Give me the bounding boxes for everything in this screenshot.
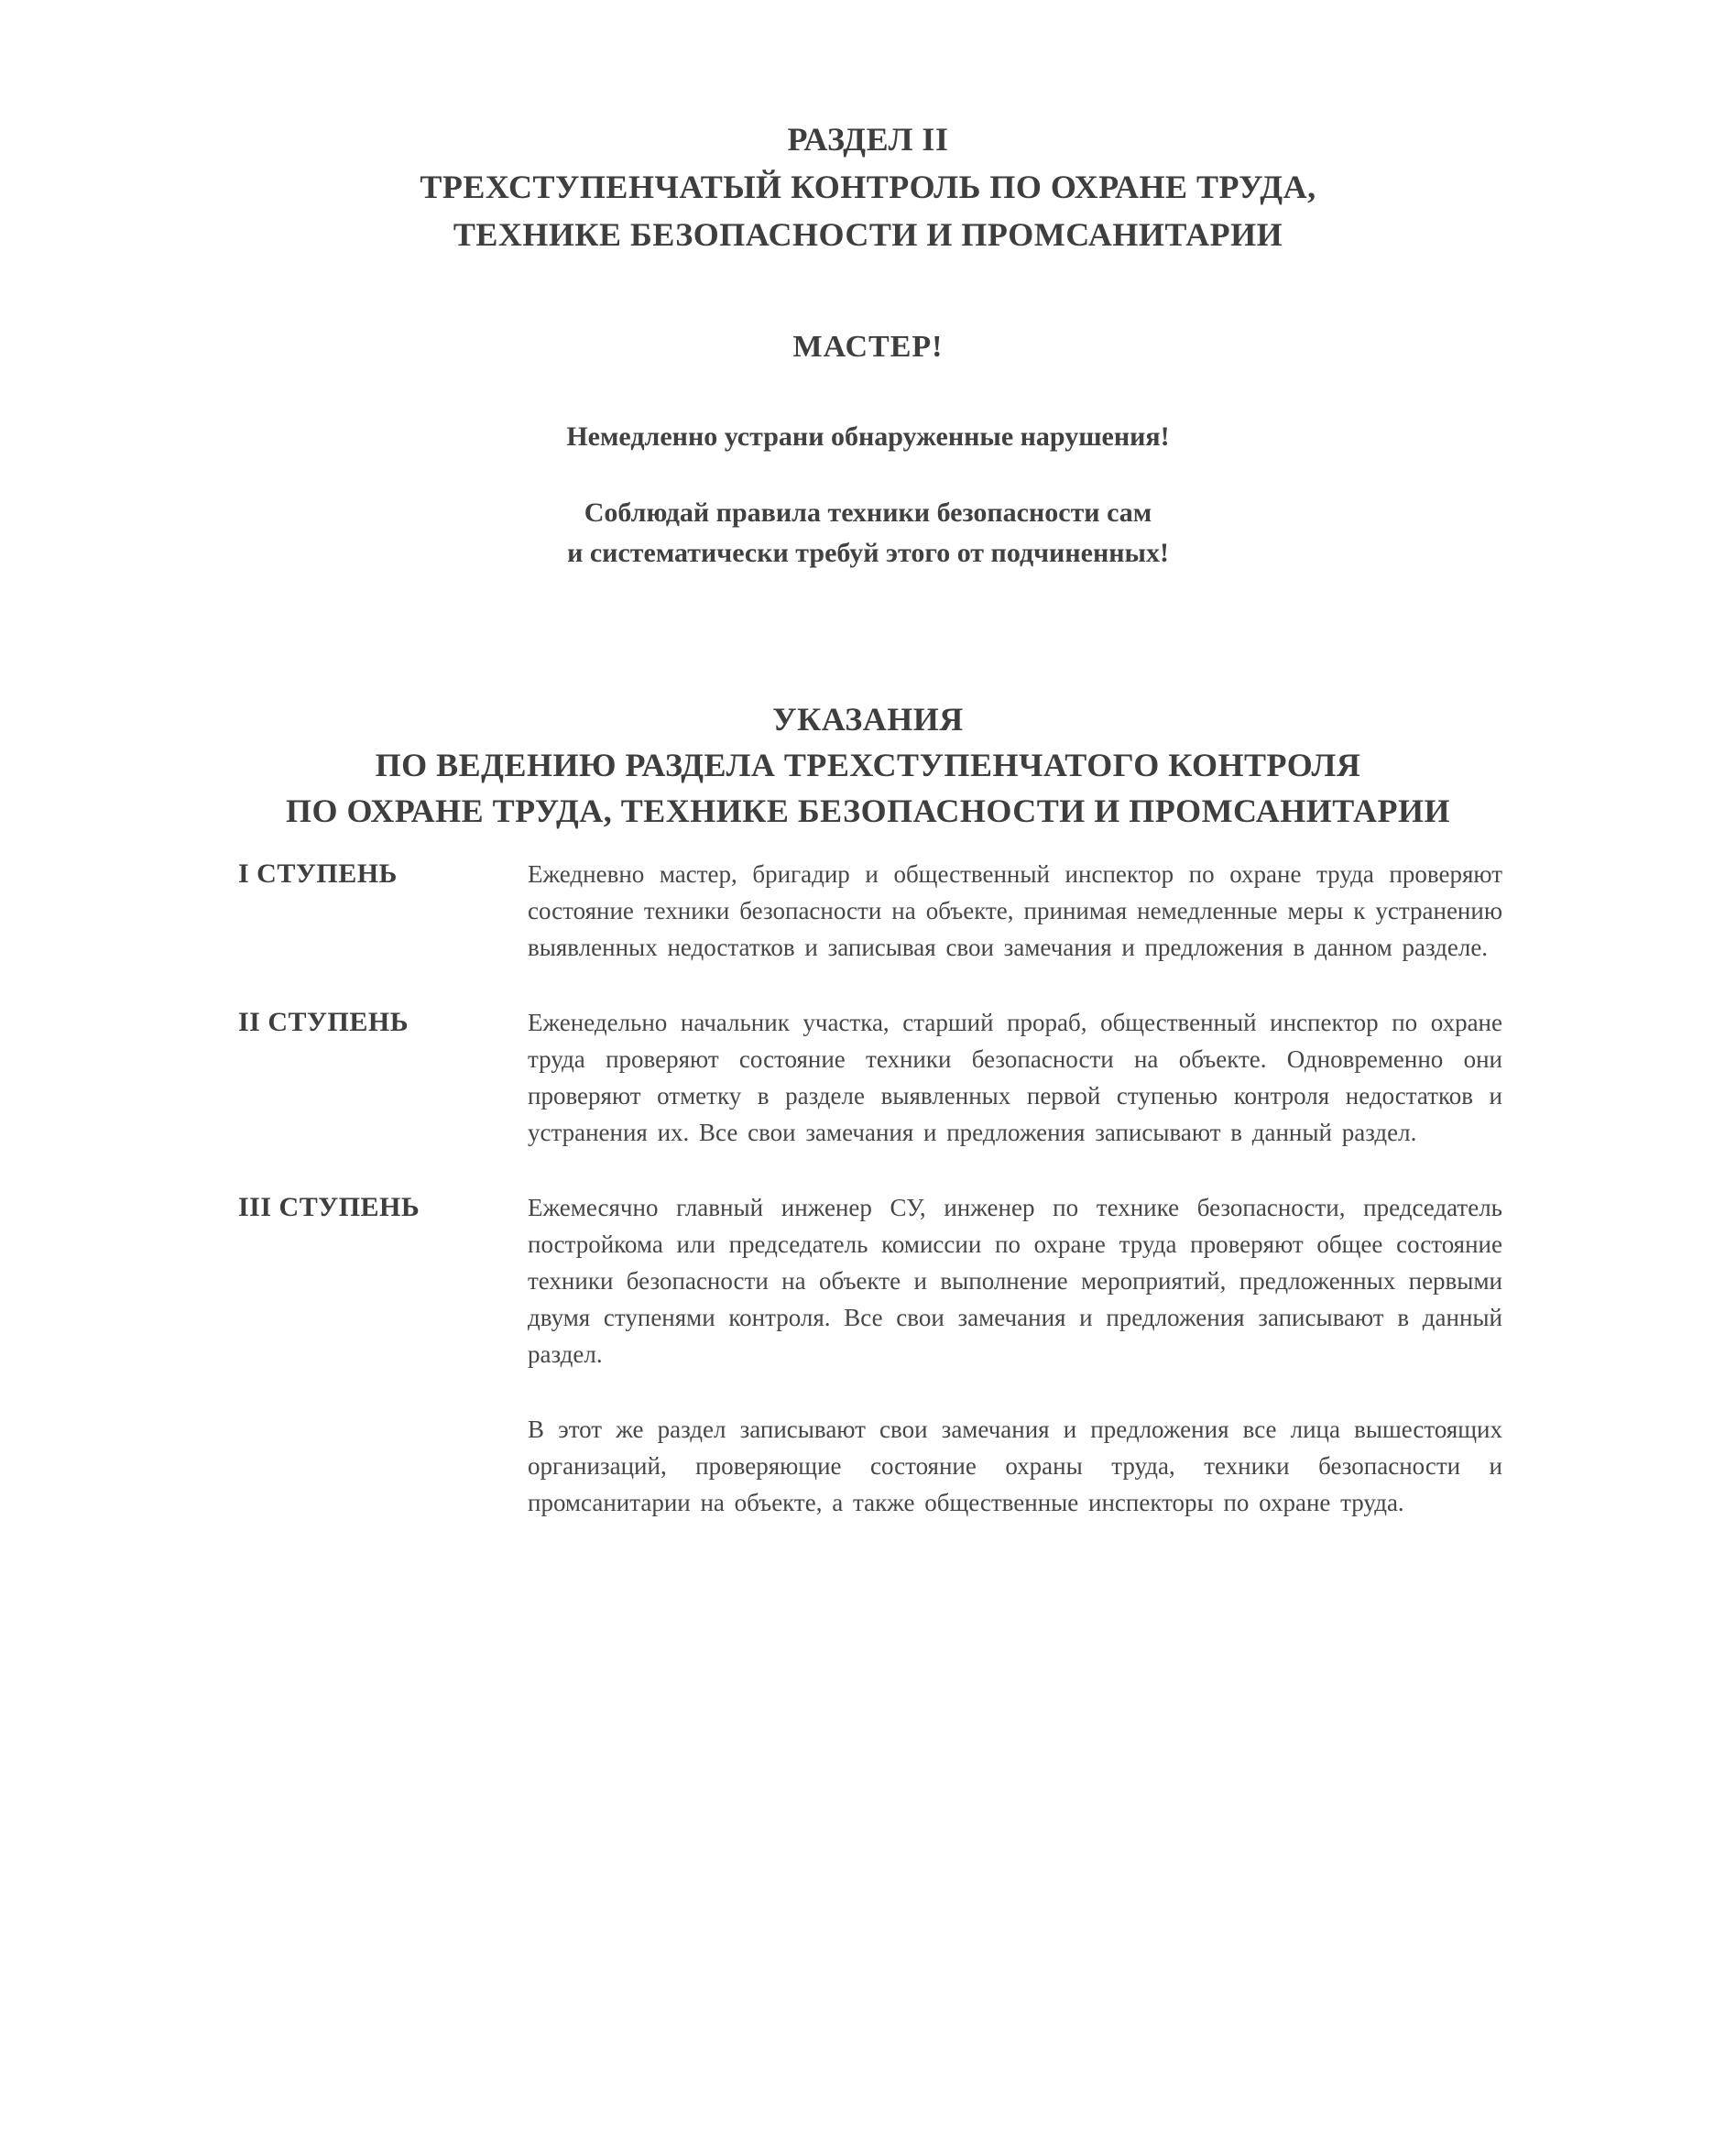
appeal-slogan-2 <box>0 493 1736 574</box>
closing-paragraph: В этот же раздел записывают свои замечания и предложения все лица вышестоящих организаций, проверяющие состояние охраны труда, техники безопасности и промсанитарии на объекте, а также общественные инспекторы по охране труда. <box>528 1416 1502 1516</box>
appeal-slogan-2-line-2: и систематически требуй этого от подчиненных! <box>567 538 1169 568</box>
step-2-text: Еженедельно начальник участка, старший прораб, общественный инспектор по охране труда проверяют состояние техники безопасности на объекте. Одновременно они проверяют отметку в разделе выявленных первой ступенью контроля недостатков и устранения их. Все свои замечания и предложения записывают в данный раздел. <box>528 1009 1502 1146</box>
step-1-text: Ежедневно мастер, бригадир и общественный инспектор по охране труда проверяют состояние техники безопасности на объекте, принимая немедленные меры к устранению выявленных недостатков и записывая свои замечания и предложения в данном разделе. <box>528 860 1502 961</box>
instructions-title-line-3: ПО ОХРАНЕ ТРУДА, ТЕХНИКЕ БЕЗОПАСНОСТИ И ПРОМСАНИТАРИИ <box>286 793 1450 829</box>
step-1-label: I СТУПЕНЬ <box>238 858 398 889</box>
instructions-title-line-2: ПО ВЕДЕНИЮ РАЗДЕЛА ТРЕХСТУПЕНЧАТОГО КОНТРОЛЯ <box>375 747 1361 783</box>
appeal-slogan-2-line-1: Соблюдай правила техники безопасности сам <box>584 497 1152 528</box>
section-title-line-1: РАЗДЕЛ II <box>787 121 949 158</box>
instructions-steps <box>238 856 1504 1559</box>
step-row-3 <box>238 1189 1504 1372</box>
step-row-2 <box>238 1004 1504 1151</box>
appeal-title: МАСТЕР! <box>792 330 944 364</box>
step-3-label: III СТУПЕНЬ <box>238 1192 420 1222</box>
instructions-title <box>0 696 1736 834</box>
section-title-line-2: ТРЕХСТУПЕНЧАТЫЙ КОНТРОЛЬ ПО ОХРАНЕ ТРУДА, <box>420 169 1316 205</box>
instructions-title-line-1: УКАЗАНИЯ <box>772 701 964 738</box>
section-title <box>0 115 1736 258</box>
step-row-1 <box>238 856 1504 966</box>
step-3-text: Ежемесячно главный инженер СУ, инженер по технике безопасности, председатель постройкома или председатель комиссии по охране труда проверяют общее состояние техники безопасности на объекте и выполнение мероприятий, предложенных первыми двумя ступенями контроля. Все свои замечания и предложения записывают в данный раздел. <box>528 1194 1502 1368</box>
appeal-slogan-1: Немедленно устрани обнаруженные нарушения! <box>566 421 1170 452</box>
step-2-label: II СТУПЕНЬ <box>238 1007 409 1037</box>
closing-paragraph-row <box>238 1411 1504 1521</box>
section-title-line-3: ТЕХНИКЕ БЕЗОПАСНОСТИ И ПРОМСАНИТАРИИ <box>453 216 1283 253</box>
